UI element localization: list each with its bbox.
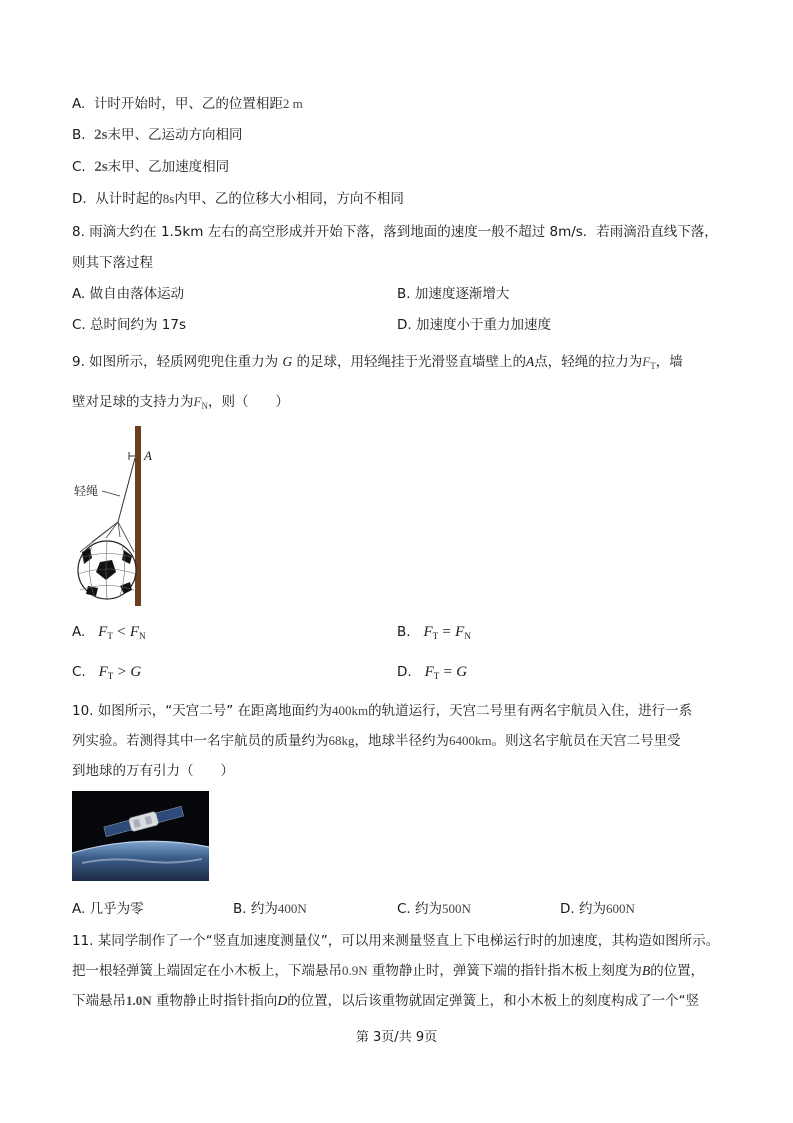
q10-stem-line1: 10. 如图所示，“天宫二号” 在距离地面约为400km的轨道运行，天宫二号里有两名宇航员入住，进行一系 [72,703,693,719]
q7-option-d: D. 从计时起的8s内甲、乙的位移大小相同，方向不相同 [72,191,404,207]
q10-option-a: A. 几乎为零 [72,901,144,917]
q9-option-b: B. $F_T = F_N$ [397,624,471,641]
q7-option-a: A. 计时开始时，甲、乙的位置相距2 m [72,96,303,112]
q8-option-b: B. 加速度逐渐增大 [397,286,510,302]
rope [118,458,135,522]
q8-option-c: C. 总时间约为 17s [72,317,187,333]
q10-stem-line3: 到地球的万有引力（ ） [72,763,234,779]
page-footer: 第 3页/共 9页 [355,1030,438,1045]
space-station-figure [72,791,209,881]
q10-stem-line2: 列实验。若测得其中一名宇航员的质量约为68kg，地球半径约为6400km。则这名宇航员在天宫二号里受 [72,733,681,749]
q9-option-a: A. $F_T < F_N$ [72,624,146,641]
q8-option-d: D. 加速度小于重力加速度 [397,317,551,333]
football-wall-figure [72,424,152,609]
q8-stem-line2: 则其下落过程 [72,255,153,271]
q9-stem-line2: 壁对足球的支持力为$F_N$，则（ ） [72,394,289,411]
q7-option-c: C. 2s末甲、乙加速度相同 [72,159,230,175]
q10-option-d: D. 约为600N [560,901,635,917]
wall [135,426,141,606]
q11-stem-line1: 11. 某同学制作了一个“竖直加速度测量仪”，可以用来测量竖直上下电梯运行时的加速度，其构造如图所示。 [72,933,720,949]
q8-option-a: A. 做自由落体运动 [72,286,185,302]
q11-stem-line2: 把一根轻弹簧上端固定在小木板上，下端悬吊0.9N 重物静止时，弹簧下端的指针指木板上刻度为B的位置， [72,963,705,979]
point-a-label: A [144,448,152,463]
q10-option-c: C. 约为500N [397,901,471,917]
q7-option-b: B. 2s末甲、乙运动方向相同 [72,127,243,143]
q10-option-b: B. 约为400N [233,901,307,917]
q9-option-d: D. $F_T = G$ [397,664,468,681]
q8-stem-line1: 8. 雨滴大约在 1.5km 左右的高空形成并开始下落，落到地面的速度一般不超过 8m/s．若雨滴沿直线下落， [72,224,718,240]
q11-stem-line3: 下端悬吊1.0N 重物静止时指针指向D的位置，以后该重物就固定弹簧上，和小木板上的刻度构成了一个“竖 [72,993,700,1009]
rope-label: 轻绳 [74,484,99,498]
q9-option-c: C. $F_T > G$ [72,664,142,681]
q9-stem-line1: 9. 如图所示，轻质网兜兜住重力为 G 的足球，用轻绳挂于光滑竖直墙壁上的A点，轻绳的拉力为$F_T$，墙 [72,354,683,371]
